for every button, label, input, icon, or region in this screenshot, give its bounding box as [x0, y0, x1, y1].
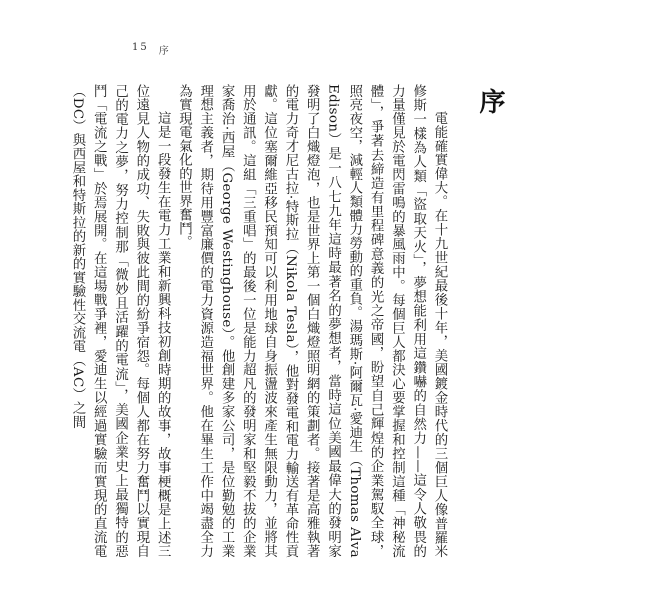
paragraph: 這是一段發生在電力工業和新興科技初創時期的故事，故事梗概是上述三位遠見人物的成功、失敗與彼此間的紛爭宿怨。每個人都在努力奮鬥以實現自己的電力之夢，努力控制那「微妙且活躍的電流」，美國企業史上最獨特的惡鬥「電流之戰」於焉展開。在這場戰爭裡，愛迪生以經過實驗而實現的直流電（DC）與西屋和特斯拉的新的實驗性交流電（AC）之間 [69, 84, 171, 558]
paragraph: 電能確實偉大。在十九世紀最後十年，美國鍍金時代的三個巨人像普羅米修斯一樣為人類「盜取天火」，夢想能利用這鑽嚇的自然力——這令人敬畏的力量僅見於電閃雷鳴的暴風雨中。每個巨人都決心要掌握和控制這種「神秘流體」，爭著去締造有里程碑意義的光之帝國，盼望自己輝煌的企業駕馭全球，照亮夜空，減輕人類體力勞動的重負。湯瑪斯·阿爾瓦·愛迪生（Thomas Alva Edison）是一八七九年這時最著名的夢想者，當時這位美國最偉大的發明家發明了白熾燈泡，也是世界上第一個白熾燈照明網的策劃者。接著是高雅執著的電力奇才尼古拉·特斯拉（Nikola Tesla），他對發電和電力輸送有革命性貢獻。這位塞爾維亞移民預知可以利用地球自身振盪波來產生無限動力，並將其用於通訊。這組「三重唱」的最後一位是能力超凡的發明家和堅毅不拔的企業家喬治·西屋（George Westinghouse）。他創建多家公司，是位勤勉的工業理想主義者，期待用豐富廉價的電力資源造福世界。他在畢生工作中竭盡全力為實現電氣化的世界奮鬥。 [176, 84, 447, 558]
body-text [69, 84, 450, 558]
chapter-title: 序 [475, 88, 505, 118]
running-header [132, 42, 171, 57]
page-number: 15 [132, 42, 149, 53]
running-title: 序 [158, 46, 171, 57]
